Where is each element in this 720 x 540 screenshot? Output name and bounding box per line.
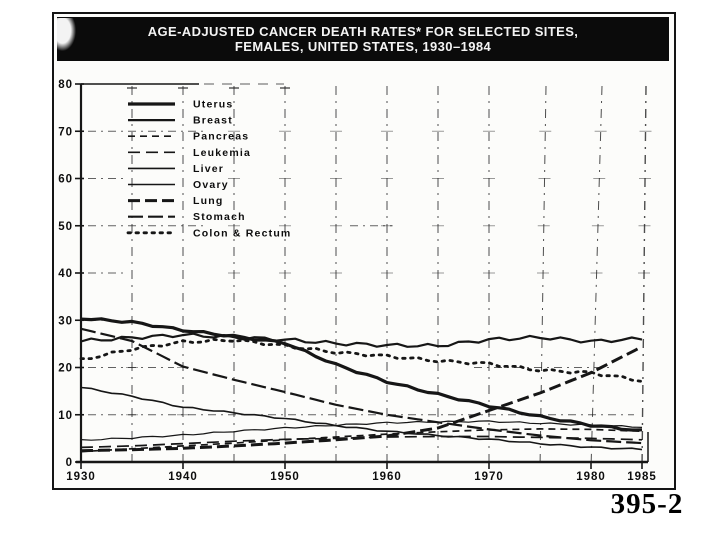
slide [52, 12, 676, 490]
legend-item-pancreas [128, 131, 249, 143]
legend-item-leukemia [128, 147, 251, 159]
legend-label: Colon & Rectum [193, 227, 292, 240]
series-line-colon-rectum [81, 339, 642, 381]
legend-item-colon-rectum [128, 227, 291, 239]
legend-item-stomach [128, 211, 246, 223]
x-tick-label: 1960 [372, 471, 402, 483]
chart-canvas [54, 14, 674, 488]
legend-label: Lung [193, 195, 224, 208]
y-tick-label: 80 [58, 79, 73, 91]
x-tick-label: 1970 [474, 471, 504, 483]
x-tick-label: 1940 [168, 471, 198, 483]
legend-label: Breast [193, 114, 233, 127]
x-tick-label: 1950 [270, 471, 300, 483]
legend-item-uterus [128, 99, 233, 111]
series-line-liver [81, 388, 642, 450]
legend-item-liver [128, 163, 224, 175]
vertical-gridline [642, 86, 646, 468]
y-tick-label: 10 [58, 409, 73, 422]
legend-item-ovary [128, 179, 229, 191]
series-line-pancreas [81, 429, 642, 452]
x-tick-label: 1980 [576, 471, 606, 483]
series-layer [81, 319, 642, 452]
legend-label: Uterus [193, 98, 234, 111]
y-tick-label: 40 [58, 268, 73, 280]
x-tick-label: 1930 [66, 471, 96, 483]
series-line-breast [81, 334, 642, 347]
legend-item-breast [128, 115, 233, 127]
legend-item-lung [128, 195, 223, 207]
legend-label: Stomach [193, 211, 246, 224]
y-tick-label: 70 [58, 126, 73, 139]
legend [128, 99, 291, 240]
legend-label: Liver [193, 162, 225, 175]
chart-title-line1: AGE-ADJUSTED CANCER DEATH RATES* FOR SELECTED SITES, [147, 24, 579, 39]
legend-label: Pancreas [193, 130, 250, 143]
y-tick-label: 30 [58, 315, 73, 328]
page-number-label: 395-2 [610, 488, 684, 520]
vertical-gridline [591, 86, 602, 468]
vertical-gridline [540, 86, 546, 468]
y-tick-label: 50 [58, 220, 73, 233]
chart-title-line2: FEMALES, UNITED STATES, 1930–1984 [234, 39, 492, 54]
legend-label: Leukemia [193, 146, 252, 159]
y-tick-label: 60 [58, 173, 73, 186]
x-tick-label: 1985 [627, 471, 657, 483]
y-tick-label: 20 [58, 362, 73, 375]
y-tick-label: 0 [65, 457, 73, 469]
legend-label: Ovary [193, 179, 229, 191]
